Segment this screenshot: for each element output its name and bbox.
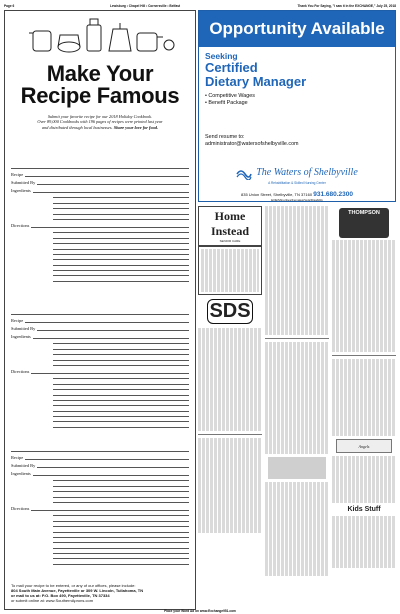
directions-lines[interactable] (53, 511, 189, 565)
page-number: Page 6 (4, 4, 15, 8)
ad-bullets: • Competitive Wages • Benefit Package (205, 93, 255, 106)
directions-lines[interactable] (53, 228, 189, 282)
job-ad (198, 10, 396, 202)
ingredients-lines[interactable] (53, 339, 189, 366)
classified-col-2 (265, 206, 329, 606)
submitted-by-field[interactable] (37, 462, 189, 468)
ingredients-field[interactable] (33, 470, 189, 476)
mail-instructions: To mail your recipe to be entered, or any of our offices, please include: 804 South Main Avenue, Fayetteville or 309 W. Lincoln, Tullahoma, TN or mail to us at: P.O. Box 490, Fayetteville, TN 37334 or submit online at: www.SouthernAprons.com (11, 583, 144, 603)
recipe-name-field[interactable] (25, 317, 189, 323)
classified-columns (198, 206, 396, 606)
ad-role-line1: Certified (205, 60, 258, 75)
thompson-logo: THOMPSON (339, 208, 389, 238)
recipe-name-field[interactable] (25, 171, 189, 177)
kids-ads (332, 516, 396, 568)
ingredients-field[interactable] (33, 187, 189, 193)
ingredients-label: Ingredients (11, 188, 31, 193)
page-header (4, 2, 396, 10)
ingredients-field[interactable] (33, 333, 189, 339)
ad-role-line2: Dietary Manager (205, 74, 307, 89)
submitted-by-field[interactable] (37, 179, 189, 185)
classified-col-3 (332, 206, 396, 606)
recipe-name-field[interactable] (25, 454, 189, 460)
recipe-contest-panel (4, 10, 196, 610)
county-library-ad (265, 206, 329, 335)
ad-banner: Opportunity Available (199, 11, 395, 47)
resume-email[interactable]: administrator@watersofshelbyville.com (205, 141, 299, 147)
misc-ads (265, 482, 329, 577)
submitted-by-field[interactable] (37, 325, 189, 331)
recipe-form-3: Recipe Submitted By Ingredients Directions (11, 451, 189, 565)
directions-field[interactable] (31, 368, 189, 374)
home-instead-logo: Home Instead SENIOR CARE (198, 206, 262, 246)
recipe-form-1 (11, 168, 189, 282)
recipe-form-2: Recipe Submitted By Ingredients Directions (11, 314, 189, 428)
org-eoe: EOE/Minorities/Females/Vets/Disability (271, 198, 323, 202)
contest-intro: Submit your favorite recipe for our 2018 Holiday Cookbook. Over 89,000 Cookbooks with 196 pages of recipes were printed last year and distributed through local businesses. Share your love for food. (37, 114, 163, 130)
construction-image (268, 457, 326, 479)
directions-field[interactable] (31, 222, 189, 228)
recipe-label: Recipe (11, 172, 24, 177)
directions-lines[interactable] (53, 374, 189, 428)
angels-logo: Angels (336, 439, 392, 453)
classified-col-1 (198, 206, 262, 606)
sds-logo: SDS (207, 299, 253, 324)
submitted-by-label: Submitted By (11, 180, 36, 185)
ingredients-lines[interactable] (53, 476, 189, 503)
sds-ad-text (198, 328, 262, 431)
page-footer: Place your Word Ad on www.Exchange951.com (164, 609, 236, 613)
org-phone: 931.680.2300 (313, 191, 353, 198)
help-wanted-ads (265, 342, 329, 454)
home-instead-ad (198, 246, 262, 295)
kitchen-appliances-illustration (27, 15, 177, 57)
waters-logo-icon (236, 164, 252, 180)
org-name: The Waters of Shelbyville (256, 166, 358, 178)
driver-ad-text (198, 438, 262, 533)
paper-names: Lewisburg • Chapel Hill • Cornersville • Belfast (109, 4, 181, 8)
org-logo (199, 163, 395, 185)
classifieds-column (198, 10, 396, 610)
header-tagline: Thank You For Saying, "I saw it in the EXCHANGE," July 25, 2018 (297, 4, 396, 8)
trucking-ads (332, 359, 396, 436)
contest-title: Make Your Recipe Famous (20, 61, 180, 108)
directions-label: Directions (11, 222, 30, 228)
travel-ads (332, 456, 396, 503)
ad-seeking: Seeking (205, 51, 238, 61)
org-address: 835 Union Street, Shelbyville, TN 37160 931.680.2300 EOE/Minorities/Females/Vets/Disability (199, 191, 395, 202)
kids-stuff-heading: Kids Stuff (347, 506, 381, 514)
resume-info: Send resume to: administrator@watersofshelbyville.com (205, 134, 299, 147)
ingredients-lines[interactable] (53, 193, 189, 220)
lumber-ad (332, 240, 396, 352)
directions-field[interactable] (31, 505, 189, 511)
org-subtitle: A Rehabilitation & Skilled Nursing Center (268, 181, 326, 185)
